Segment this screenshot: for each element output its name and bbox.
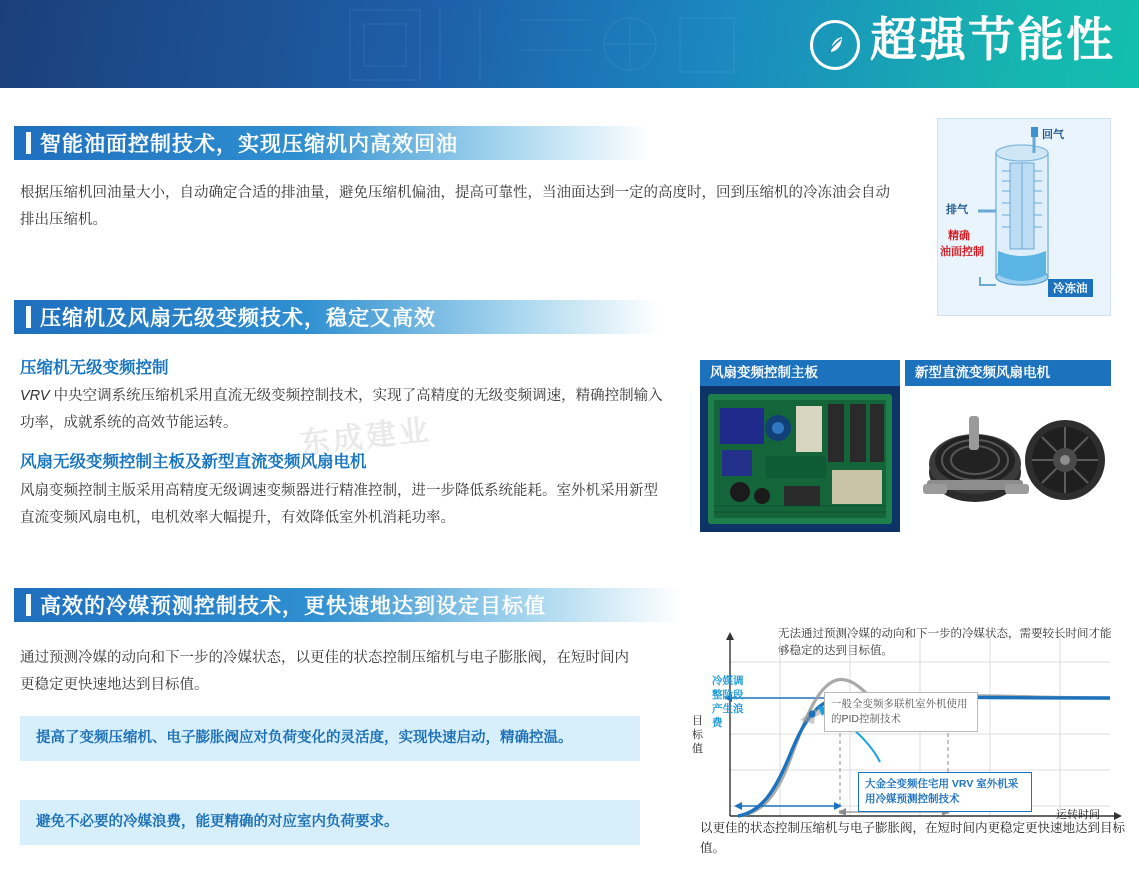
section-1-title: 智能油面控制技术，实现压缩机内高效回油	[40, 133, 458, 156]
tank-label-refrigerant-oil: 冷冻油	[1048, 279, 1093, 297]
chart-title-note: 无法通过预测冷媒的动向和下一步的冷媒状态，需要较长时间才能够稳定的达到目标值。	[778, 628, 1112, 657]
chart-y-axis-label: 目标值	[692, 715, 703, 755]
tank-label-return-gas: 回气	[1042, 129, 1064, 141]
section-2-title-bar	[14, 300, 660, 334]
chart-annotation-waste: 冷媒调整阶段产生浪费	[712, 675, 744, 729]
vrv-label: VRV	[20, 388, 50, 404]
tank-label-precise: 精确	[948, 230, 970, 242]
callout-box-1: 提高了变频压缩机、电子膨胀阀应对负荷变化的灵活度，实现快速启动，精确控温。	[20, 716, 640, 761]
chart-x-axis-label: 运转时间	[1056, 809, 1100, 821]
callout-box-2: 避免不必要的冷媒浪费，能更精确的对应室内负荷要求。	[20, 800, 640, 845]
tank-label-oil-control: 油面控制	[940, 246, 984, 258]
bar-marker	[26, 594, 31, 616]
section-1-title-bar	[14, 126, 650, 160]
photo-caption-1: 风扇变频控制主板	[700, 360, 900, 386]
section-2-subtitle-1: 压缩机无级变频控制	[20, 359, 169, 377]
section-2-paragraph-1	[20, 383, 668, 437]
leaf-badge-icon	[810, 20, 860, 70]
section-3-title-bar	[14, 588, 680, 622]
section-3-title: 高效的冷媒预测控制技术，更快速地达到设定目标值	[40, 595, 546, 618]
section-1-paragraph: 根据压缩机回油量大小，自动确定合适的排油量，避免压缩机偏油，提高可靠性，当油面达到一定的高度时，回到压缩机的冷冻油会自动排出压缩机。	[20, 185, 890, 228]
section-2-subtitle-2: 风扇无级变频控制主板及新型直流变频风扇电机	[20, 453, 367, 471]
page-header	[0, 0, 1139, 88]
bar-marker	[26, 306, 31, 328]
blueprint-lines-decoration	[330, 0, 750, 88]
section-3-paragraph: 通过预测冷媒的动向和下一步的冷媒状态，以更佳的状态控制压缩机与电子膨胀阀，在短时间内更稳定更快速地达到目标值。	[20, 650, 629, 693]
section-2-paragraph-2: 风扇变频控制主版采用高精度无级调速变频器进行精准控制，进一步降低系统能耗。室外机采用新型直流变频风扇电机，电机效率大幅提升，有效降低室外机消耗功率。	[20, 483, 658, 526]
tank-label-exhaust: 排气	[946, 204, 968, 216]
chart-legend-prediction: 大金全变频住宅用 VRV 室外机采用冷媒预测控制技术	[858, 772, 1032, 812]
photo-caption-2: 新型直流变频风扇电机	[905, 360, 1111, 386]
chart-legend-pid: 一般全变频多联机室外机使用的PID控制技术	[824, 692, 978, 732]
header-title-group	[810, 8, 1115, 74]
chart-bottom-annotation: 以更佳的状态控制压缩机与电子膨胀阀，在短时间内更稳定更快速地达到目标值。	[700, 821, 1126, 855]
section-2-title: 压缩机及风扇无级变频技术，稳定又高效	[40, 307, 436, 330]
section-2-paragraph-1-text: 中央空调系统压缩机采用直流无级变频控制技术，实现了高精度的无级变频调速，精确控制输入功率，成就系统的高效节能运转。	[20, 388, 663, 431]
watermark: 东成建业	[298, 413, 434, 461]
bar-marker	[26, 132, 31, 154]
page-title: 超强节能性	[870, 13, 1115, 68]
oil-level-tank-diagram	[937, 118, 1111, 316]
